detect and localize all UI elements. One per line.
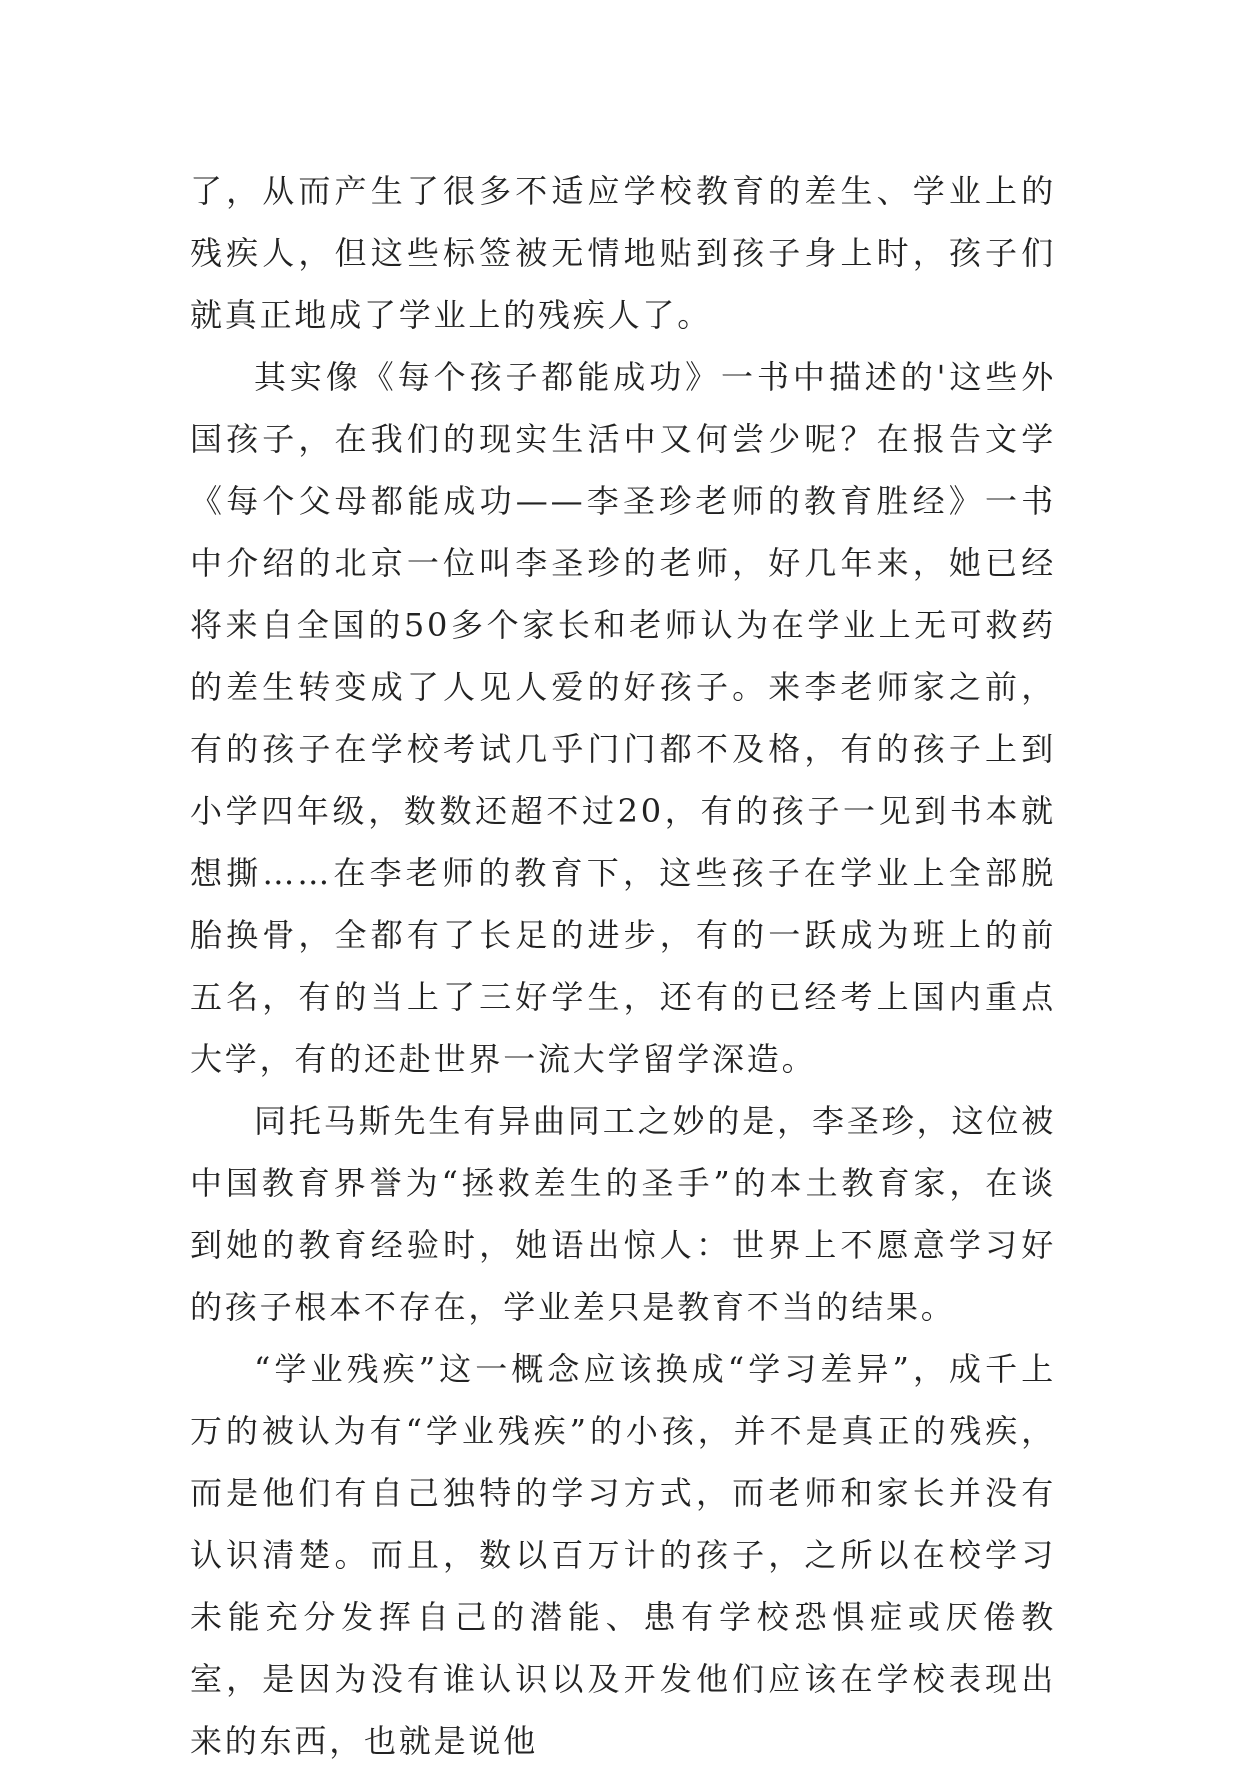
body-text	[190, 160, 1056, 1772]
paragraph-4: “学业残疾”这一概念应该换成“学习差异”，成千上万的被认为有“学业残疾”的小孩，并不是真正的残疾，而是他们有自己独特的学习方式，而老师和家长并没有认识清楚。而且，数以百万计的孩子，之所以在校学习未能充分发挥自己的潜能、患有学校恐惧症或厌倦教室，是因为没有谁认识以及开发他们应该在学校表现出来的东西，也就是说他	[190, 1350, 1056, 1760]
paragraph-3: 同托马斯先生有异曲同工之妙的是，李圣珍，这位被中国教育界誉为“拯救差生的圣手”的本土教育家，在谈到她的教育经验时，她语出惊人：世界上不愿意学习好的孩子根本不存在，学业差只是教育不当的结果。	[190, 1102, 1056, 1326]
paragraph-2: 其实像《每个孩子都能成功》一书中描述的'这些外国孩子，在我们的现实生活中又何尝少呢？在报告文学《每个父母都能成功——李圣珍老师的教育胜经》一书中介绍的北京一位叫李圣珍的老师，好几年来，她已经将来自全国的50多个家长和老师认为在学业上无可救药的差生转变成了人见人爱的好孩子。来李老师家之前，有的孩子在学校考试几乎门门都不及格，有的孩子上到小学四年级，数数还超不过20，有的孩子一见到书本就想撕……在李老师的教育下，这些孩子在学业上全部脱胎换骨，全都有了长足的进步，有的一跃成为班上的前五名，有的当上了三好学生，还有的已经考上国内重点大学，有的还赴世界一流大学留学深造。	[190, 358, 1056, 1078]
paragraph-1: 了，从而产生了很多不适应学校教育的差生、学业上的残疾人，但这些标签被无情地贴到孩子身上时，孩子们就真正地成了学业上的残疾人了。	[190, 172, 1056, 334]
